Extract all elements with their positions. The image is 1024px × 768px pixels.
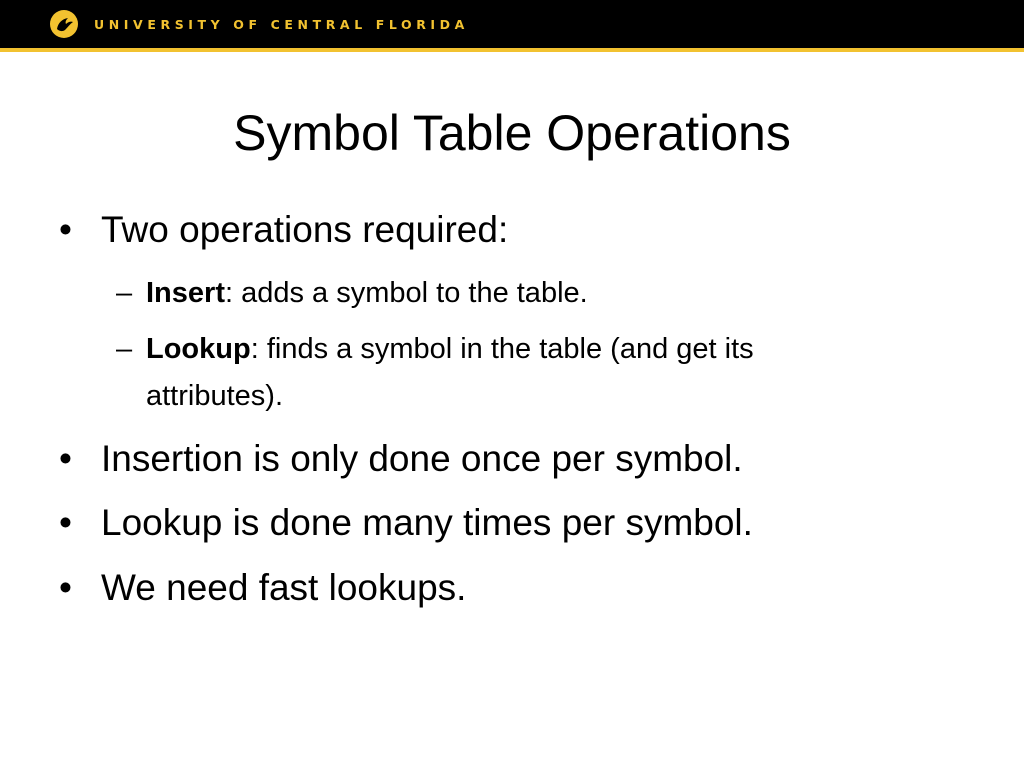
bullet-marker: •: [59, 567, 72, 608]
bullet-marker: •: [59, 209, 72, 250]
term-insert-description: : adds a symbol to the table.: [224, 277, 588, 309]
bullet-text: Two operations required:: [101, 209, 509, 250]
term-insert: Insert: [146, 277, 225, 309]
bullet-text: We need fast lookups.: [101, 567, 467, 608]
sub-bullet-marker: –: [116, 333, 133, 365]
bullet-text: Insertion is only done once per symbol.: [101, 438, 743, 479]
sub-bullet-continuation: attributes).: [146, 380, 283, 412]
sub-bullet-text: [146, 330, 754, 368]
sub-bullet-marker: –: [116, 277, 133, 309]
bullet-text: Lookup is done many times per symbol.: [101, 502, 753, 543]
university-wordmark: UNIVERSITY OF CENTRAL FLORIDA: [94, 17, 469, 32]
header-accent-stripe: [0, 48, 1024, 52]
sub-bullet-text: [146, 274, 588, 312]
bullet-marker: •: [59, 438, 72, 479]
pegasus-logo-icon: [48, 8, 80, 40]
term-lookup-description: : finds a symbol in the table (and get its: [250, 333, 754, 365]
term-lookup: Lookup: [146, 333, 251, 365]
bullet-marker: •: [59, 502, 72, 543]
slide-title: Symbol Table Operations: [233, 105, 791, 161]
